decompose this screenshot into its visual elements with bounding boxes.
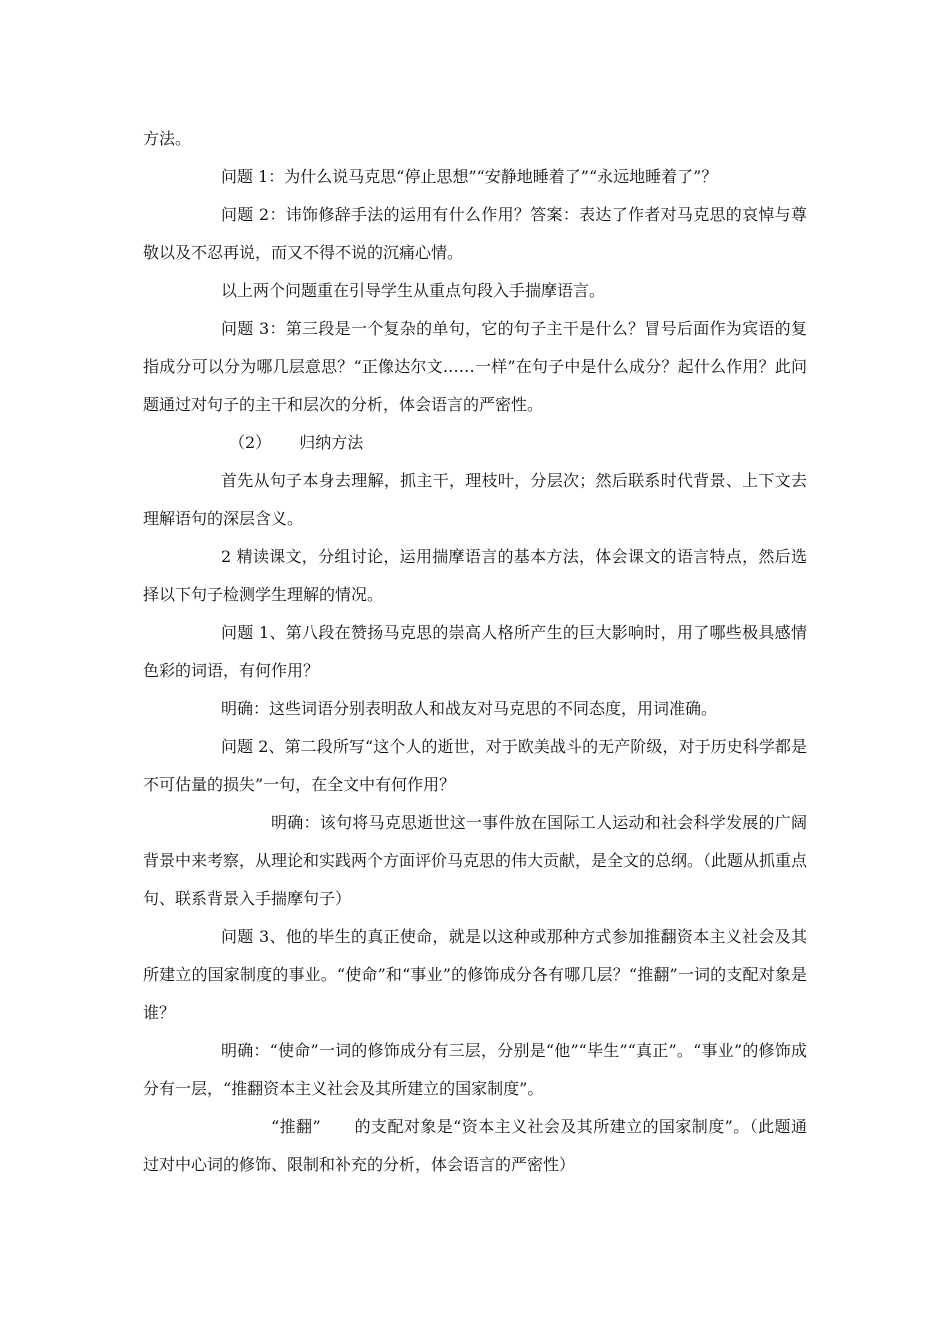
section-heading-2 (143, 424, 807, 462)
quoted-term: “推翻” (271, 1117, 321, 1136)
question-2: 问题 2：讳饰修辞手法的运用有什么作用？答案：表达了作者对马克思的哀悼与尊敬以及不忍再说，而又不得不说的沉痛心情。 (143, 205, 807, 262)
answer-1: 明确：这些词语分别表明敌人和战友对马克思的不同态度，用词准确。 (221, 699, 718, 718)
reading-question-1: 问题 1、第八段在赞扬马克思的崇高人格所产生的巨大影响时，用了哪些极具感情色彩的词语，有何作用？ (143, 623, 807, 680)
reading-question-3: 问题 3、他的毕生的真正使命，就是以这种或那种方式参加推翻资本主义社会及其所建立的国家制度的事业。“使命”和“事业”的修饰成分各有哪几层？“推翻”一词的支配对象是谁？ (143, 927, 807, 1022)
paragraph-method-end: 方法。 (143, 129, 192, 148)
section-title: 归纳方法 (299, 433, 364, 452)
reading-question-2: 问题 2、第二段所写“这个人的逝世，对于欧美战斗的无产阶级，对于历史科学都是不可估量的损失”一句，在全文中有何作用？ (143, 737, 807, 794)
question-1: 问题 1：为什么说马克思“停止思想”“安静地睡着了”“永远地睡着了”？ (221, 167, 718, 186)
method-summary: 首先从句子本身去理解，抓主干，理枝叶，分层次；然后联系时代背景、上下文去理解语句的深层含义。 (143, 471, 807, 528)
section-number: （2） (229, 433, 272, 452)
answer-3: 明确：“使命”一词的修饰成分有三层，分别是“他”“毕生”“真正”。“事业”的修饰成分有一层，“推翻资本主义社会及其所建立的国家制度”。 (143, 1041, 807, 1098)
summary-note: 以上两个问题重在引导学生从重点句段入手揣摩语言。 (221, 281, 606, 300)
document-body (143, 120, 807, 1184)
answer-3-text: 的支配对象是“资本主义社会及其所建立的国家制度”。（此题通过对中心词的修饰、限制和补充的分析，体会语言的严密性） (143, 1117, 807, 1174)
answer-2: 明确：该句将马克思逝世这一事件放在国际工人运动和社会科学发展的广阔背景中来考察，从理论和实践两个方面评价马克思的伟大贡献，是全文的总纲。（此题从抓重点句、联系背景入手揣摩句子） (143, 813, 808, 908)
reading-instruction: 2 精读课文，分组讨论，运用揣摩语言的基本方法，体会课文的语言特点，然后选择以下句子检测学生理解的情况。 (143, 547, 807, 604)
question-3: 问题 3：第三段是一个复杂的单句，它的句子主干是什么？冒号后面作为宾语的复指成分可以分为哪几层意思？“正像达尔文……一样”在句子中是什么成分？起什么作用？此问题通过对句子的主干和层次的分析，体会语言的严密性。 (143, 319, 807, 414)
answer-3-continued (143, 1108, 807, 1184)
